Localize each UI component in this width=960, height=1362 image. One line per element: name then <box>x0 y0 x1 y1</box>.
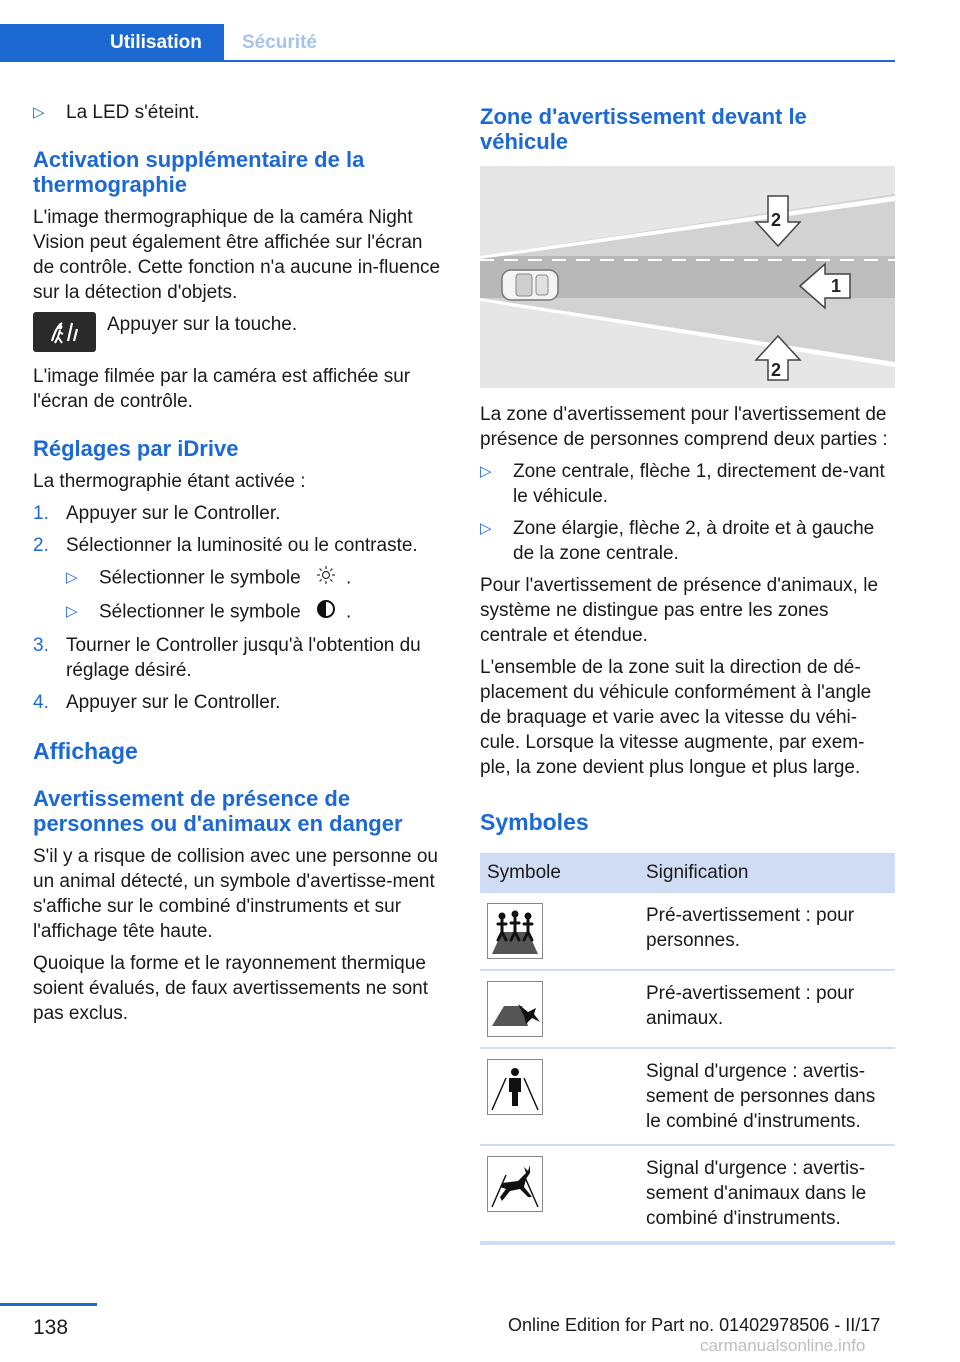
heading-reglages: Réglages par iDrive <box>33 436 239 461</box>
sub-bullet-brightness: ▷ Sélectionner le symbole . <box>66 565 448 592</box>
page-number: 138 <box>33 1316 69 1339</box>
watermark: carmanualsonline.info <box>700 1336 866 1355</box>
bullet-zone-centrale: ▷ Zone centrale, flèche 1, directement de-vant le véhicule. <box>480 461 885 507</box>
symbols-table <box>480 853 895 1245</box>
bullet-triangle-icon: ▷ <box>66 603 78 620</box>
column-header-signification: Signification <box>640 853 895 893</box>
tab-utilisation[interactable]: Utilisation <box>0 24 224 62</box>
heading-zone: Zone d'avertissement devant le véhicule <box>480 104 807 154</box>
table-row: Signal d'urgence : avertis-sement d'animaux dans le combiné d'instruments. <box>480 1145 895 1243</box>
bullet-zone-elargie: ▷ Zone élargie, flèche 2, à droite et à gauche de la zone centrale. <box>480 518 875 564</box>
key-text: Appuyer sur la touche. <box>107 314 298 335</box>
step-3: 3. Tourner le Controller jusqu'à l'obtention du réglage désiré. <box>33 635 421 681</box>
arrow-1-label: 1 <box>831 276 842 296</box>
paragraph-filmee: L'image filmée par la caméra est affichée sur l'écran de contrôle. <box>33 366 411 412</box>
heading-avertissement: Avertissement de présence de personnes ou d'animaux en danger <box>33 786 403 836</box>
paragraph-ensemble: L'ensemble de la zone suit la direction de dé-placement du véhicule conformément à l'angle de braquage et varie avec la vitesse du véhi-cule. Lorsque la vitesse augmente, par exem-ple, la zone devient plus longue et plus large. <box>480 657 872 778</box>
animal-warning-icon <box>487 981 543 1037</box>
table-row: Signal d'urgence : avertis-sement de personnes dans le combiné d'instruments. <box>480 1048 895 1145</box>
warning-zone-figure <box>480 166 895 388</box>
paragraph-reglages: La thermographie étant activée : <box>33 471 306 492</box>
key-instruction <box>33 312 448 352</box>
paragraph-activation: L'image thermographique de la caméra Night Vision peut également être affichée sur l'écran de contrôle. Cette fonction n'a aucune in-fluence sur la détection d'objets. <box>33 207 441 303</box>
brightness-icon <box>316 565 336 592</box>
table-row: Pré-avertissement : pour personnes. <box>480 893 895 970</box>
paragraph-animaux: Pour l'avertissement de présence d'animaux, le système ne distingue pas entre les zones centrale et étendue. <box>480 575 879 646</box>
step-1: 1. Appuyer sur le Controller. <box>33 503 281 524</box>
pedestrian-urgent-icon <box>487 1059 543 1115</box>
bullet-triangle-icon: ▷ <box>33 104 45 121</box>
bullet-led: ▷ La LED s'éteint. <box>33 102 200 123</box>
heading-affichage: Affichage <box>33 738 138 764</box>
night-vision-button-icon <box>33 312 96 352</box>
footer-rule <box>0 1303 97 1306</box>
deer-urgent-icon <box>487 1156 543 1212</box>
car-icon <box>502 270 558 300</box>
paragraph-zone: La zone d'avertissement pour l'avertissement de présence de personnes comprend deux parties : <box>480 404 888 450</box>
step-4: 4. Appuyer sur le Controller. <box>33 692 281 713</box>
left-column <box>33 100 448 1033</box>
column-header-symbole: Symbole <box>480 853 640 893</box>
arrow-2-top-label: 2 <box>771 210 782 230</box>
paragraph-avert-2: Quoique la forme et le rayonnement thermique soient évalués, de faux avertissements ne sont pas exclus. <box>33 953 429 1024</box>
section-tabs <box>0 24 895 62</box>
arrow-2-bottom-label: 2 <box>771 360 782 380</box>
edition-text: Online Edition for Part no. 01402978506 - II/17 <box>508 1315 881 1335</box>
tab-securite[interactable]: Sécurité <box>242 32 317 53</box>
paragraph-avert-1: S'il y a risque de collision avec une personne ou un animal détecté, un symbole d'avertisse-ment s'affiche sur le combiné d'instruments et sur l'affichage tête haute. <box>33 846 438 942</box>
bullet-triangle-icon: ▷ <box>66 569 78 586</box>
step-2: 2. Sélectionner la luminosité ou le contraste. <box>33 535 418 556</box>
heading-symboles: Symboles <box>480 809 589 835</box>
pedestrians-warning-icon <box>487 903 543 959</box>
right-column <box>480 100 895 1245</box>
table-row: Pré-avertissement : pour animaux. <box>480 970 895 1048</box>
sub-bullet-contrast: ▷ Sélectionner le symbole . <box>66 599 448 626</box>
bullet-triangle-icon: ▷ <box>480 463 492 480</box>
heading-activation: Activation supplémentaire de la thermographie <box>33 147 365 197</box>
bullet-triangle-icon: ▷ <box>480 520 492 537</box>
contrast-icon <box>316 599 336 626</box>
step-2-sub-bullets <box>33 565 448 626</box>
table-header-row <box>480 853 895 893</box>
